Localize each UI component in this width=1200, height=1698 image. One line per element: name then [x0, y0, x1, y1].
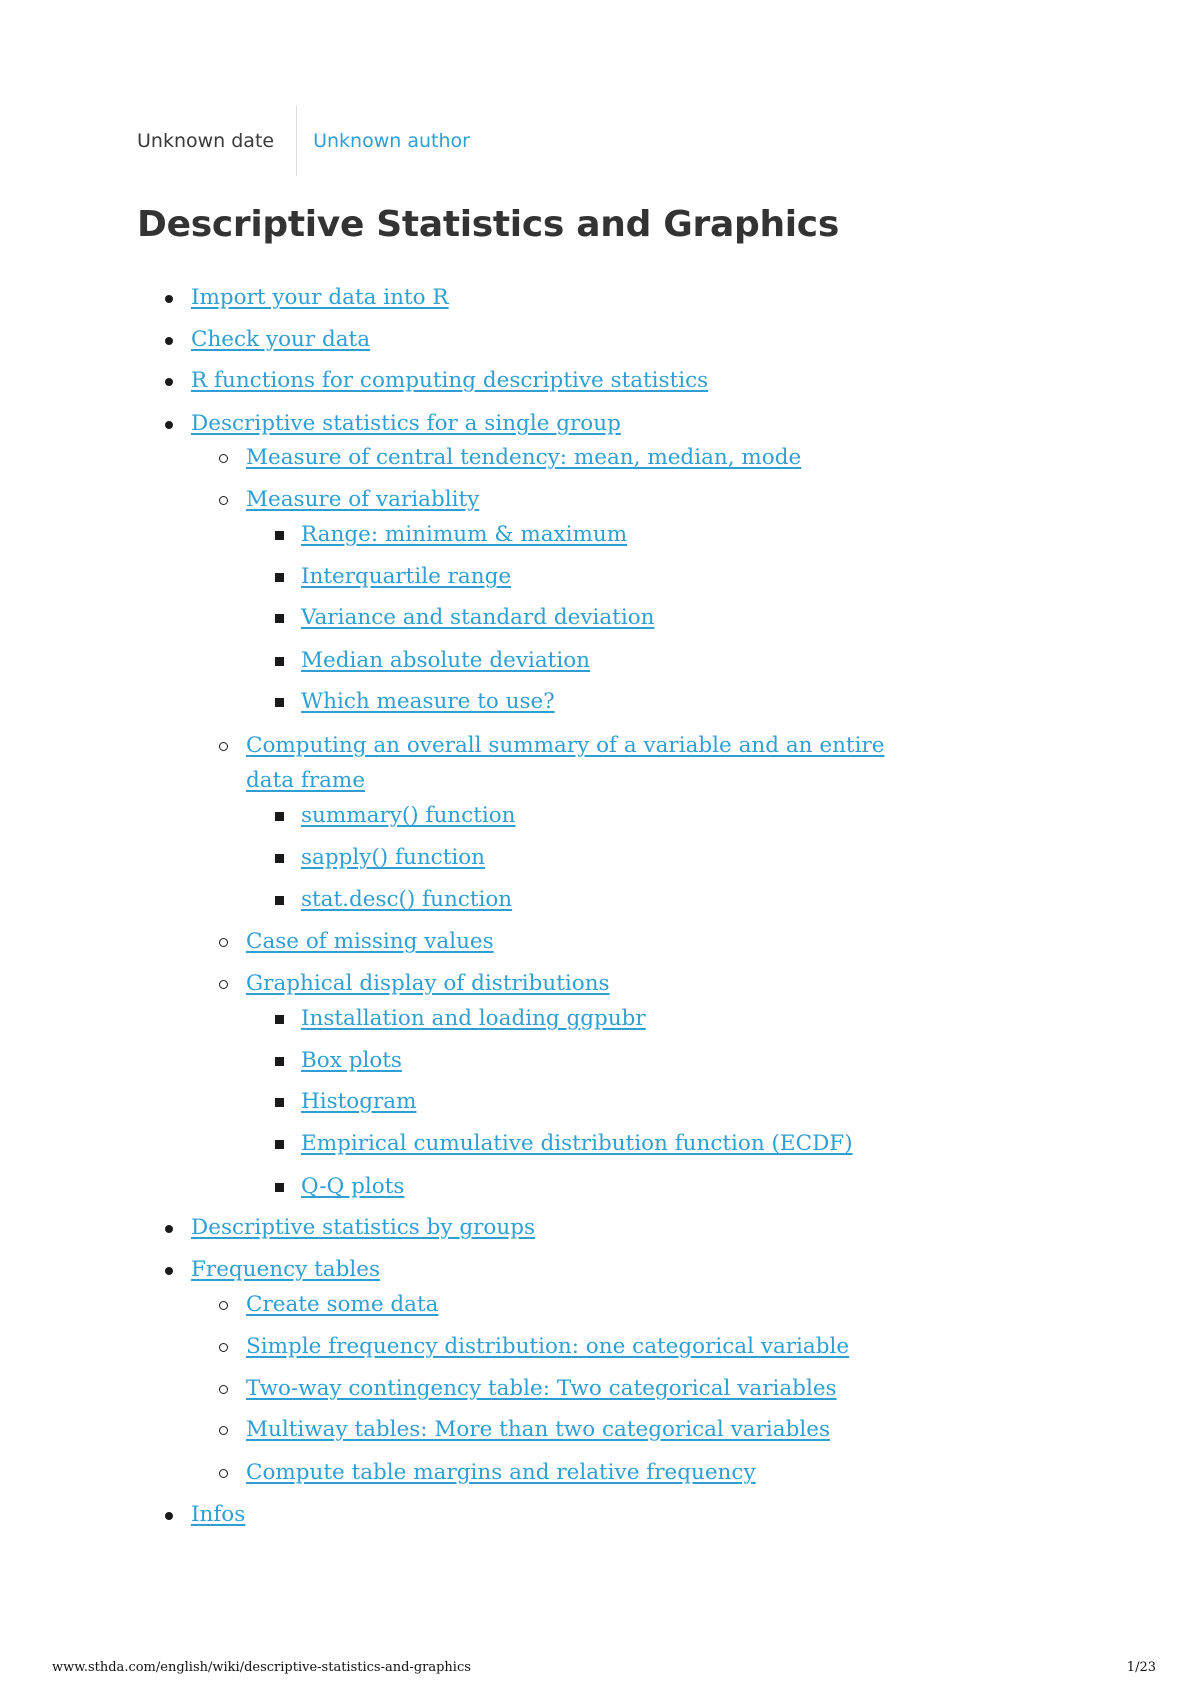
- square-bullet-icon: [275, 812, 284, 821]
- toc-subitem[interactable]: [246, 1374, 837, 1404]
- toc-subitem[interactable]: [246, 927, 494, 957]
- toc-item[interactable]: [191, 1500, 245, 1530]
- toc-link[interactable]: Frequency tables: [191, 1257, 380, 1282]
- toc-link[interactable]: Median absolute deviation: [301, 648, 590, 673]
- square-bullet-icon: [275, 614, 284, 623]
- circle-bullet-icon: [219, 1426, 228, 1435]
- toc-link[interactable]: Create some data: [246, 1292, 439, 1317]
- circle-bullet-icon: [219, 1469, 228, 1478]
- toc-link[interactable]: Interquartile range: [301, 564, 512, 589]
- toc-subitem[interactable]: [246, 969, 610, 999]
- toc-link[interactable]: summary() function: [301, 803, 516, 828]
- toc-link[interactable]: Compute table margins and relative frequency: [246, 1460, 756, 1485]
- toc-subsubitem[interactable]: [301, 801, 516, 831]
- toc-subitem[interactable]: [246, 1415, 830, 1445]
- toc-subitem[interactable]: [246, 1290, 438, 1320]
- toc-item[interactable]: [191, 1255, 380, 1285]
- toc-link[interactable]: Q-Q plots: [301, 1174, 405, 1199]
- toc-link[interactable]: Range: minimum & maximum: [301, 522, 628, 547]
- circle-bullet-icon: [219, 1385, 228, 1394]
- toc-item[interactable]: [191, 366, 708, 396]
- toc-link[interactable]: R functions for computing descriptive statistics: [191, 368, 709, 393]
- toc-link[interactable]: Check your data: [191, 327, 371, 352]
- toc-link[interactable]: Descriptive statistics for a single group: [191, 411, 621, 436]
- toc-link[interactable]: Multiway tables: More than two categorical variables: [246, 1417, 830, 1442]
- toc-link[interactable]: Descriptive statistics by groups: [191, 1215, 536, 1240]
- toc-link[interactable]: Two-way contingency table: Two categorical variables: [246, 1376, 837, 1401]
- page-title: Descriptive Statistics and Graphics: [137, 204, 839, 245]
- toc-subsubitem[interactable]: [301, 1172, 404, 1202]
- toc-link[interactable]: sapply() function: [301, 845, 486, 870]
- date-text: Unknown date: [137, 130, 275, 152]
- square-bullet-icon: [275, 1183, 284, 1192]
- footer-url: www.sthda.com/english/wiki/descriptive-statistics-and-graphics: [52, 1660, 471, 1675]
- toc-link[interactable]: Simple frequency distribution: one categorical variable: [246, 1334, 850, 1359]
- toc-subitem[interactable]: [246, 1458, 756, 1488]
- toc-subsubitem[interactable]: [301, 1087, 417, 1117]
- square-bullet-icon: [275, 1140, 284, 1149]
- circle-bullet-icon: [219, 938, 228, 947]
- toc-link[interactable]: Histogram: [301, 1089, 417, 1114]
- toc-link[interactable]: Measure of variablity: [246, 487, 480, 512]
- toc-subsubitem[interactable]: [301, 687, 555, 717]
- circle-bullet-icon: [219, 742, 228, 751]
- toc-subitem[interactable]: [246, 1332, 849, 1362]
- page-number: 1/23: [1126, 1660, 1156, 1675]
- toc-item[interactable]: [191, 283, 449, 313]
- toc-subsubitem[interactable]: [301, 520, 627, 550]
- square-bullet-icon: [275, 657, 284, 666]
- square-bullet-icon: [275, 1098, 284, 1107]
- toc-link[interactable]: Installation and loading ggpubr: [301, 1006, 646, 1031]
- toc-subsubitem[interactable]: [301, 603, 654, 633]
- circle-bullet-icon: [219, 980, 228, 989]
- disc-bullet-icon: [165, 295, 173, 303]
- toc-subsubitem[interactable]: [301, 1004, 646, 1034]
- toc-subitem[interactable]: [246, 443, 801, 473]
- toc-subsubitem[interactable]: [301, 885, 512, 915]
- toc-link[interactable]: Box plots: [301, 1048, 402, 1073]
- toc-item[interactable]: [191, 1213, 535, 1243]
- toc-link[interactable]: Case of missing values: [246, 929, 494, 954]
- disc-bullet-icon: [165, 1225, 173, 1233]
- disc-bullet-icon: [165, 1267, 173, 1275]
- square-bullet-icon: [275, 1015, 284, 1024]
- disc-bullet-icon: [165, 1512, 173, 1520]
- toc-item[interactable]: [191, 325, 370, 355]
- toc-link-continuation[interactable]: data frame: [246, 768, 366, 793]
- toc-link[interactable]: stat.desc() function: [301, 887, 513, 912]
- toc-subsubitem[interactable]: [301, 562, 511, 592]
- toc-subsubitem[interactable]: [301, 843, 485, 873]
- toc-subsubitem[interactable]: [301, 646, 590, 676]
- toc-link[interactable]: Which measure to use?: [301, 689, 555, 714]
- toc-subitem[interactable]: [246, 731, 884, 796]
- toc-link[interactable]: Variance and standard deviation: [301, 605, 655, 630]
- toc-subsubitem[interactable]: [301, 1046, 402, 1076]
- disc-bullet-icon: [165, 337, 173, 345]
- disc-bullet-icon: [165, 421, 173, 429]
- circle-bullet-icon: [219, 496, 228, 505]
- circle-bullet-icon: [219, 454, 228, 463]
- toc-link[interactable]: Infos: [191, 1502, 246, 1527]
- toc-link[interactable]: Computing an overall summary of a variable and an entire: [246, 733, 885, 758]
- square-bullet-icon: [275, 896, 284, 905]
- author-link[interactable]: Unknown author: [313, 130, 470, 152]
- toc-link[interactable]: Empirical cumulative distribution function (ECDF): [301, 1131, 853, 1156]
- toc-link[interactable]: Import your data into R: [191, 285, 449, 310]
- toc-link[interactable]: Graphical display of distributions: [246, 971, 610, 996]
- toc-subsubitem[interactable]: [301, 1129, 853, 1159]
- square-bullet-icon: [275, 1057, 284, 1066]
- square-bullet-icon: [275, 854, 284, 863]
- toc-subitem[interactable]: [246, 485, 479, 515]
- circle-bullet-icon: [219, 1301, 228, 1310]
- toc-link[interactable]: Measure of central tendency: mean, median, mode: [246, 445, 802, 470]
- disc-bullet-icon: [165, 378, 173, 386]
- square-bullet-icon: [275, 531, 284, 540]
- square-bullet-icon: [275, 573, 284, 582]
- toc-item[interactable]: [191, 409, 621, 439]
- circle-bullet-icon: [219, 1343, 228, 1352]
- square-bullet-icon: [275, 698, 284, 707]
